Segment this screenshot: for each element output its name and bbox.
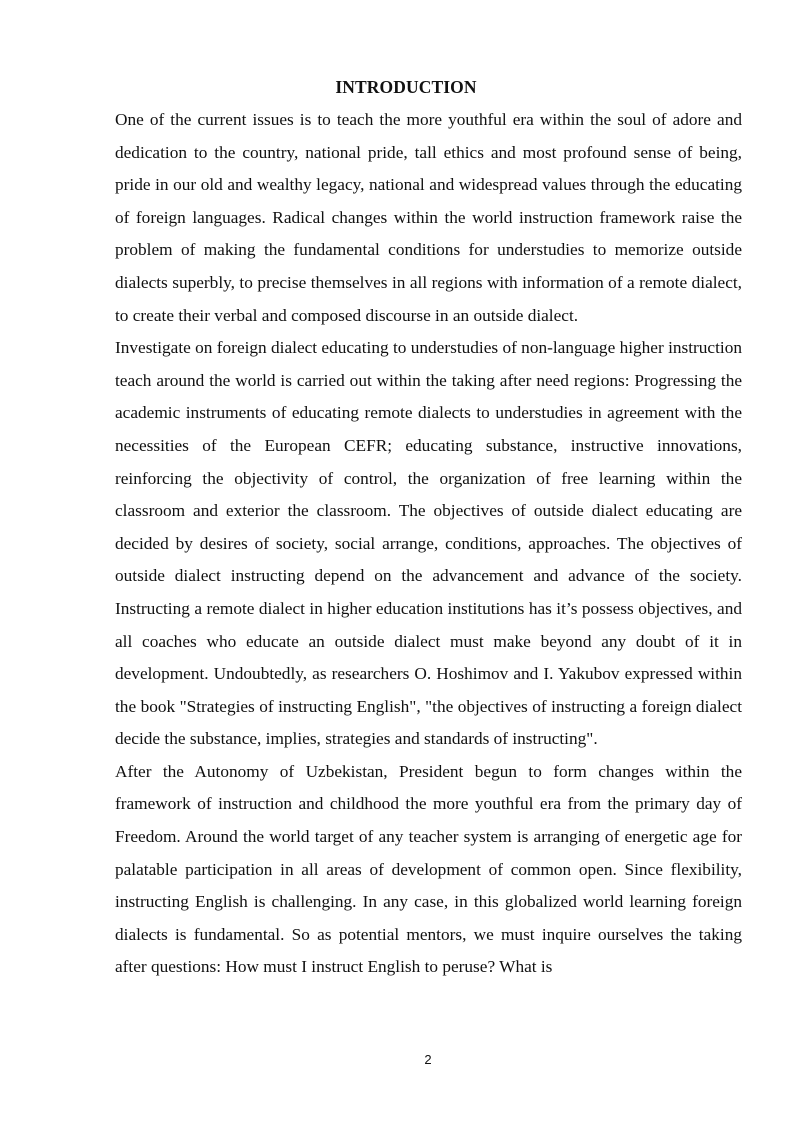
page-number: 2 [424,1052,432,1067]
paragraph-1: One of the current issues is to teach the more youthful era within the soul of adore and dedication to the country, national pride, tall ethics and most profound sense of being, pride in our old and wealthy legacy, national and widespread values through the educating of foreign languages. Radical changes within the world instruction framework raise the problem of making the fundamental conditions for understudies to memorize outside dialects superbly, to precise themselves in all regions with information of a remote dialect, to create their verbal and composed discourse in an outside dialect. [115,110,742,325]
body-text [115,104,742,984]
section-heading: INTRODUCTION [335,77,477,97]
paragraph-3: After the Autonomy of Uzbekistan, President begun to form changes within the framework of instruction and childhood the more youthful era from the primary day of Freedom. Around the world target of any teacher system is arranging of energetic age for palatable participation in all areas of development of common open. Since flexibility, instructing English is challenging. In any case, in this globalized world learning foreign dialects is fundamental. So as potential mentors, we must inquire ourselves the taking after questions: How must I instruct English to peruse? What is [115,761,742,977]
paragraph-2: Investigate on foreign dialect educating to understudies of non-language higher instruction teach around the world is carried out within the taking after need regions: Progressing the academic instruments of educating remote dialects to understudies in agreement with the necessities of the European CEFR; educating substance, instructive innovations, reinforcing the objectivity of control, the organization of free learning within the classroom and exterior the classroom. The objectives of outside dialect educating are decided by desires of society, social arrange, conditions, approaches. The objectives of outside dialect instructing depend on the advancement and advance of the society. Instructing a remote dialect in higher education institutions has it’s possess objectives, and all coaches who educate an outside dialect must make beyond any doubt of it in development. Undoubtedly, as researchers O. Hoshimov and I. Yakubov expressed within the book "Strategies of instructing English", "the objectives of instructing a foreign dialect decide the substance, implies, strategies and standards of instructing". [115,338,742,749]
